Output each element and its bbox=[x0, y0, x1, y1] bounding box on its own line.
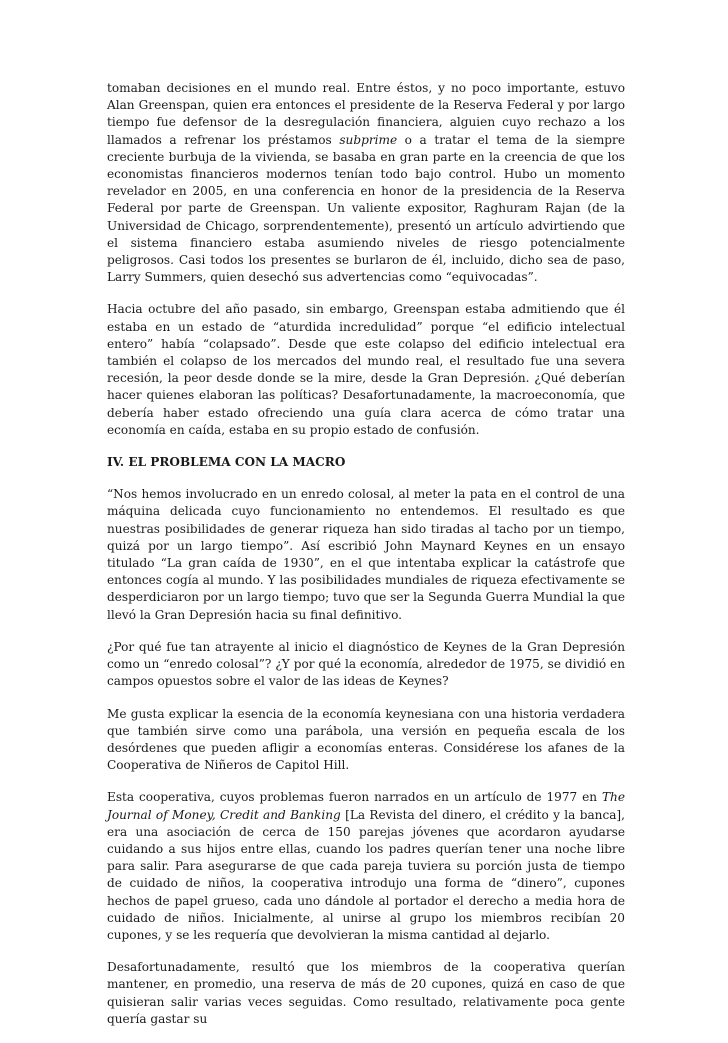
paragraph-text: tomaban decisiones en el mundo real. Entre éstos, y no poco importante, estuvo Alan Greenspan, quien era entonces el presidente de la Reserva Federal y por largo tiempo fue defensor de la desregulación financiera, alguien cuyo rechazo a los llamados a refrenar los préstamos bbox=[107, 81, 625, 147]
paragraph-text: “Nos hemos involucrado en un enredo colosal, al meter la pata en el control de una máquina delicada cuyo funcionamiento no entendemos. El resultado es que nuestras posibilidades de generar riqueza han sido tiradas al tacho por un tiempo, quizá por un largo tiempo”. Así escribió John Maynard Keynes en un ensayo titulado “La gran caída de 1930”, en el que intentaba explicar la catástrofe que entonces cogía al mundo. Y las posibilidades mundiales de riqueza efectivamente se desperdiciaron por un largo tiempo; tuvo que ser la Segunda Guerra Mundial la que llevó la Gran Depresión hacia su final definitivo. bbox=[107, 487, 625, 622]
paragraph-text: Esta cooperativa, cuyos problemas fueron narrados en un artículo de 1977 en bbox=[107, 790, 602, 805]
paragraph-text: Hacia octubre del año pasado, sin embargo, Greenspan estaba admitiendo que él estaba en un estado de “aturdida incredulidad” porque “el edificio intelectual entero” había “colapsado”. Desde que este colapso del edificio intelectual era también el colapso de los mercados del mundo real, el resultado fue una severa recesión, la peor desde donde se la mire, desde la Gran Depresión. ¿Qué deberían hacer quienes elaboran las políticas? Desafortunadamente, la macroeconomía, que debería haber estado ofreciendo una guía clara acerca de cómo tratar una economía en caída, estaba en su propio estado de confusión. bbox=[107, 302, 625, 437]
paragraph-p2 bbox=[107, 301, 625, 439]
paragraph-p7 bbox=[107, 959, 625, 1028]
paragraph-p5 bbox=[107, 706, 625, 775]
document-page bbox=[107, 80, 625, 1043]
italic-text: subprime bbox=[339, 132, 398, 147]
paragraph-text: [La Revista del dinero, el crédito y la banca], era una asociación de cerca de 150 parejas jóvenes que acordaron ayudarse cuidando a sus hijos entre ellas, cuando los padres querían tener una noche libre para salir. Para asegurarse de que cada pareja tuviera su porción justa de tiempo de cuidado de niños, la cooperativa introdujo una forma de “dinero”, cupones hechos de papel grueso, cada uno dándole al portador el derecho a media hora de cuidado de niños. Inicialmente, al unirse al grupo los miembros recibían 20 cupones, y se les requería que devolvieran la misma cantidad al dejarlo. bbox=[107, 807, 625, 942]
intro-paragraphs bbox=[107, 80, 625, 439]
italic-text: The Journal of Money, Credit and Banking bbox=[107, 790, 625, 822]
paragraph-p4 bbox=[107, 639, 625, 691]
paragraph-text: Me gusta explicar la esencia de la economía keynesiana con una historia verdadera que también sirve como una parábola, una versión en pequeña escala de los desórdenes que pueden afligir a economías enteras. Considérese los afanes de la Cooperativa de Niñeros de Capitol Hill. bbox=[107, 706, 625, 773]
section-paragraphs bbox=[107, 486, 625, 1028]
paragraph-text: ¿Por qué fue tan atrayente al inicio el diagnóstico de Keynes de la Gran Depresión como un “enredo colosal”? ¿Y por qué la economía, alrededor de 1975, se dividió en campos opuestos sobre el valor de las ideas de Keynes? bbox=[107, 639, 625, 689]
paragraph-text: o a tratar el tema de la siempre creciente burbuja de la vivienda, se basaba en gran parte en la creencia de que los economistas financieros modernos tenían todo bajo control. Hubo un momento revelador en 2005, en una conferencia en honor de la presidencia de la Reserva Federal por parte de Greenspan. Un valiente expositor, Raghuram Rajan (de la Universidad de Chicago, sorprendentemente), presentó un artículo advirtiendo que el sistema financiero estaba asumiendo niveles de riesgo potencialmente peligrosos. Casi todos los presentes se burlaron de él, incluido, dicho sea de paso, Larry Summers, quien desechó sus advertencias como “equivocadas”. bbox=[107, 132, 625, 285]
section-heading: IV. EL PROBLEMA CON LA MACRO bbox=[107, 455, 346, 470]
paragraph-p6 bbox=[107, 789, 625, 944]
paragraph-p1 bbox=[107, 80, 625, 286]
paragraph-p3 bbox=[107, 486, 625, 624]
paragraph-text: Desafortunadamente, resultó que los miembros de la cooperativa querían mantener, en promedio, una reserva de más de 20 cupones, quizá en caso de que quisieran salir varias veces seguidas. Como resultado, relativamente poca gente quería gastar su bbox=[107, 960, 625, 1026]
